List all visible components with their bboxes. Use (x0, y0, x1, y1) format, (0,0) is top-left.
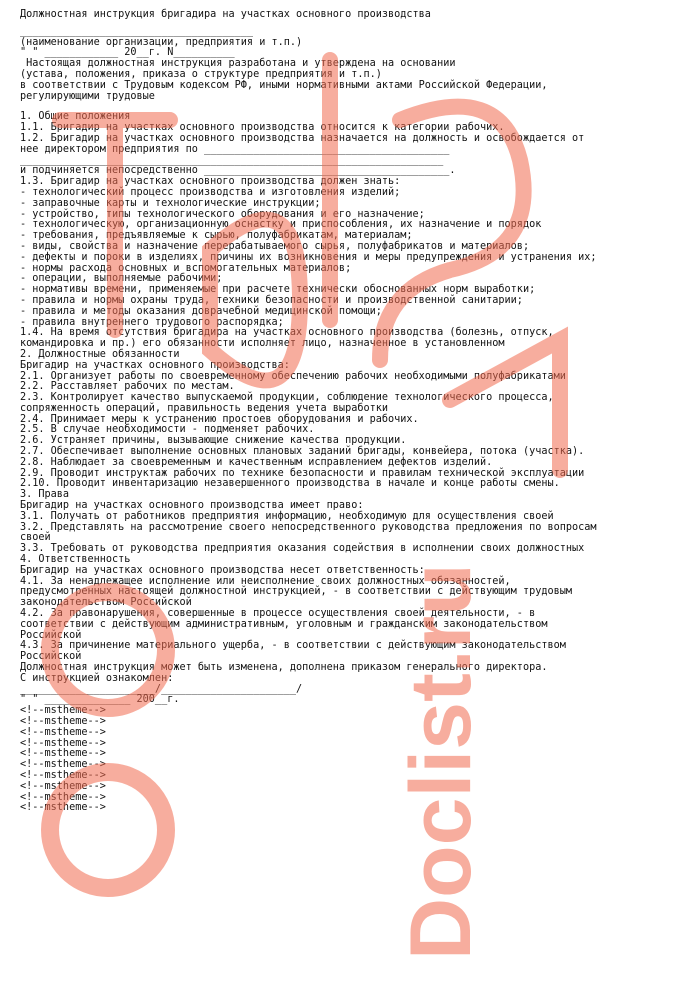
header-block (20, 27, 685, 103)
instruction-line: 2.6. Устраняет причины, вызывающие снижение качества продукции. (20, 435, 407, 447)
instruction-line: 3.3. Требовать от руководства предприятия оказания содействия в исполнении своих должностных (20, 543, 585, 555)
instruction-line: - устройство, типы технологического оборудования и его назначение; (20, 208, 425, 220)
instruction-line: ______________________/______________________/ (20, 683, 303, 695)
instruction-line: 2.3. Контролирует качество выпускаемой продукции, соблюдение технологического процесса, (20, 392, 554, 404)
org-name-caption: (наименование организации, предприятия и т.п.) (20, 36, 303, 48)
instruction-line: 3.1. Получать от работников предприятия информацию, необходимую для осуществления своей (20, 510, 554, 522)
instruction-line: 2.8. Наблюдает за своевременным и качественным исправлением дефектов изделий. (20, 456, 493, 468)
instruction-line: 2.5. В случае необходимости - подменяет рабочих. (20, 424, 315, 436)
mstheme-comment-line: <!--mstheme--> (20, 759, 106, 771)
instruction-line: - технологический процесс производства и изготовления изделий; (20, 186, 401, 198)
instruction-line: 2.9. Проводит инструктаж рабочих по технике безопасности и правилам технической эксплуатации (20, 467, 585, 479)
watermark-text: Doclist.ru (393, 563, 489, 960)
instruction-line: - заправочные карты и технологические инструкции; (20, 197, 321, 209)
instruction-line: 2. Должностные обязанности (20, 348, 180, 360)
instruction-line: Российской (20, 629, 82, 641)
document-title: Должностная инструкция бригадира на участках основного производства (20, 9, 431, 20)
instruction-line: 2.1. Организует работы по своевременному обеспечению рабочих необходимыми полуфабрикатами (20, 370, 566, 382)
instruction-line: 3. Права (20, 489, 70, 501)
instruction-line: 4.3. За причинение материального ущерба, - в соответствии с действующим законодательством (20, 640, 566, 652)
instruction-line: 2.7. Обеспечивает выполнение основных плановых заданий бригады, конвейера, потока (участка). (20, 446, 585, 458)
mstheme-comment-line: <!--mstheme--> (20, 780, 106, 792)
instruction-line: " " ______________ 200__г. (20, 694, 180, 706)
mstheme-comment-line: <!--mstheme--> (20, 705, 106, 717)
instruction-line: - нормативы времени, применяемые при расчете технически обоснованных норм выработки; (20, 284, 536, 296)
instruction-line: 4.2. За правонарушения, совершенные в процессе осуществления своей деятельности, - в (20, 608, 536, 620)
mstheme-comment-line: <!--mstheme--> (20, 716, 106, 727)
instruction-line: Бригадир на участках основного производства: (20, 359, 290, 371)
instruction-line: - виды, свойства и назначение перерабатываемого сырья, полуфабрикатов и материалов; (20, 240, 530, 252)
instruction-line: Российской (20, 651, 82, 663)
instruction-line: 4. Ответственность (20, 554, 131, 566)
instruction-line: - правила и методы оказания доврачебной медицинской помощи; (20, 305, 382, 317)
instruction-line: - нормы расхода основных и вспомогательных материалов; (20, 262, 352, 274)
instruction-line: 1.2. Бригадир на участках основного производства назначается на должность и освобождается от (20, 132, 585, 144)
mstheme-comment-line: <!--mstheme--> (20, 748, 106, 760)
instruction-body (20, 112, 685, 706)
instruction-line: Должностная инструкция может быть изменена, дополнена приказом генерального директора. (20, 662, 548, 674)
document (20, 10, 685, 814)
instruction-line: командировка и пр.) его обязанности исполняет лицо, назначенное в установленном (20, 338, 505, 350)
mstheme-comment-line: <!--mstheme--> (20, 726, 106, 738)
mstheme-comment-line: <!--mstheme--> (20, 802, 106, 814)
instruction-line: законодательством Российской (20, 597, 192, 609)
instruction-line: - технологическую, организационную оснастку и приспособления, их назначение и порядок (20, 219, 542, 231)
mstheme-comment-line: <!--mstheme--> (20, 769, 106, 781)
instruction-line: 4.1. За ненадлежащее исполнение или неисполнение своих должностных обязанностей, (20, 575, 511, 587)
instruction-line: предусмотренных настоящей должностной инструкцией, - в соответствии с действующим трудовым (20, 586, 573, 598)
instruction-line: 1. Общие положения (20, 111, 131, 123)
instruction-line: _____________________________________________________________________ (20, 154, 444, 166)
instruction-line: 2.2. Расставляет рабочих по местам. (20, 381, 235, 393)
mstheme-comment-line: <!--mstheme--> (20, 737, 106, 749)
instruction-line: Бригадир на участках основного производства несет ответственность: (20, 564, 425, 576)
intro-line: в соответствии с Трудовым кодексом РФ, иными нормативными актами Российской Федерации, (20, 79, 548, 91)
mstheme-comment-line: <!--mstheme--> (20, 791, 106, 803)
intro-caption: (устава, положения, приказа о структуре предприятия и т.п.) (20, 68, 382, 80)
instruction-line: - требования, предъявляемые к сырью, полуфабрикатам, материалам; (20, 230, 413, 242)
instruction-line: С инструкцией ознакомлен: (20, 672, 174, 684)
instruction-line: соответствии с действующим административным, уголовным и гражданским законодательством (20, 618, 548, 630)
instruction-line: 1.3. Бригадир на участках основного производства должен знать: (20, 176, 401, 188)
instruction-line: - операции, выполняемые рабочими; (20, 273, 223, 285)
instruction-line: и подчиняется непосредственно ________________________________________. (20, 165, 456, 177)
instruction-line: 2.4. Принимает меры к устранению простоев оборудования и рабочих. (20, 413, 419, 425)
instruction-line: 3.2. Представлять на рассмотрение своего непосредственного руководства предложения по вопросам (20, 521, 597, 533)
instruction-line: - правила внутреннего трудового распорядка; (20, 316, 284, 328)
instruction-line: 2.10. Проводит инвентаризацию незавершенного производства в начале и конце работы смены. (20, 478, 560, 490)
instruction-line: сопряженность операций, правильность ведения учета выработки (20, 402, 389, 414)
intro-line: регулирующими трудовые (20, 90, 155, 102)
date-number-line: " " ____________ 20__г. N__________ (20, 47, 235, 59)
instruction-line: - дефекты и пороки в изделиях, причины их возникновения и меры предупреждения и устранения их; (20, 251, 597, 263)
instruction-line: своей (20, 532, 51, 544)
intro-line: Настоящая должностная инструкция разработана и утверждена на основании (20, 58, 456, 70)
instruction-line: 1.1. Бригадир на участках основного производства относится к категории рабочих. (20, 122, 505, 134)
mstheme-comments (20, 706, 685, 814)
instruction-line: 1.4. На время отсутствия бригадира на участках основного производства (болезнь, отпуск, (20, 327, 554, 339)
instruction-line: нее директором предприятия по ________________________________________ (20, 143, 450, 155)
instruction-line: - правила и нормы охраны труда, техники безопасности и производственной санитарии; (20, 294, 523, 306)
instruction-line: Бригадир на участках основного производства имеет право: (20, 500, 364, 512)
org-name-line: ______________________________________ (20, 25, 254, 37)
